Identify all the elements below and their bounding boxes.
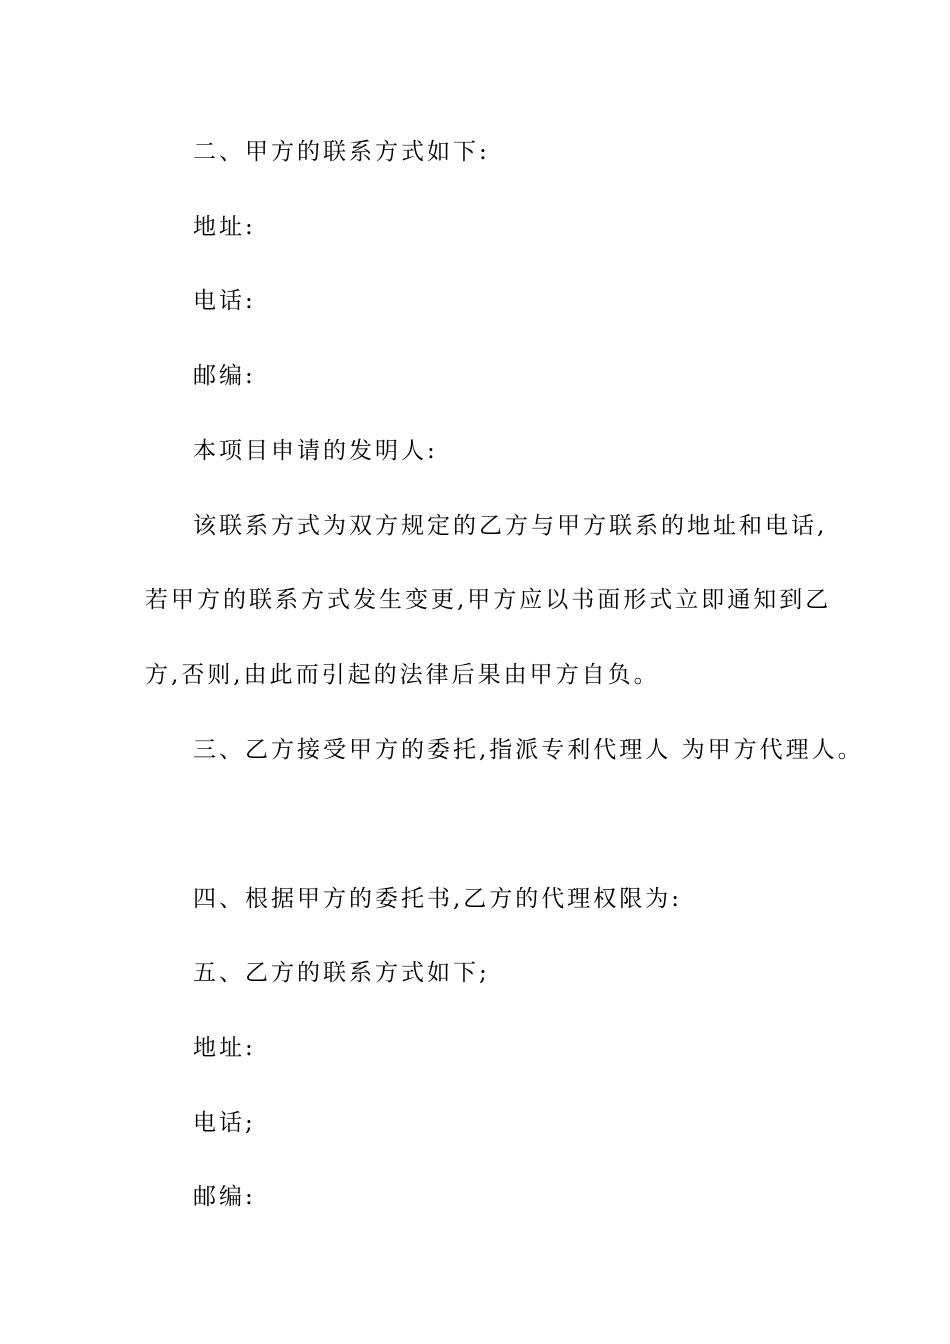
section-four-text: 四、根据甲方的委托书,乙方的代理权限为: xyxy=(193,886,683,912)
party-b-address-label: 地址: xyxy=(193,1035,256,1061)
inventor-label: 本项目申请的发明人: xyxy=(193,438,438,464)
contact-paragraph-line-2: 若甲方的联系方式发生变更,甲方应以书面形式立即通知到乙 xyxy=(145,587,832,613)
section-three-text: 三、乙方接受甲方的委托,指派专利代理人 为甲方代理人。 xyxy=(193,737,864,763)
party-a-address-label: 地址: xyxy=(193,214,256,240)
party-b-postcode-label: 邮编: xyxy=(193,1184,256,1210)
party-a-postcode-label: 邮编: xyxy=(193,363,256,389)
contact-paragraph-line-3: 方,否则,由此而引起的法律后果由甲方自负。 xyxy=(145,662,660,688)
contact-paragraph-line-1: 该联系方式为双方规定的乙方与甲方联系的地址和电话, xyxy=(193,513,828,539)
party-a-phone-label: 电话: xyxy=(193,288,256,314)
section-two-heading: 二、甲方的联系方式如下: xyxy=(193,139,490,165)
section-five-heading: 五、乙方的联系方式如下; xyxy=(193,960,490,986)
party-b-phone-label: 电话; xyxy=(193,1110,256,1136)
